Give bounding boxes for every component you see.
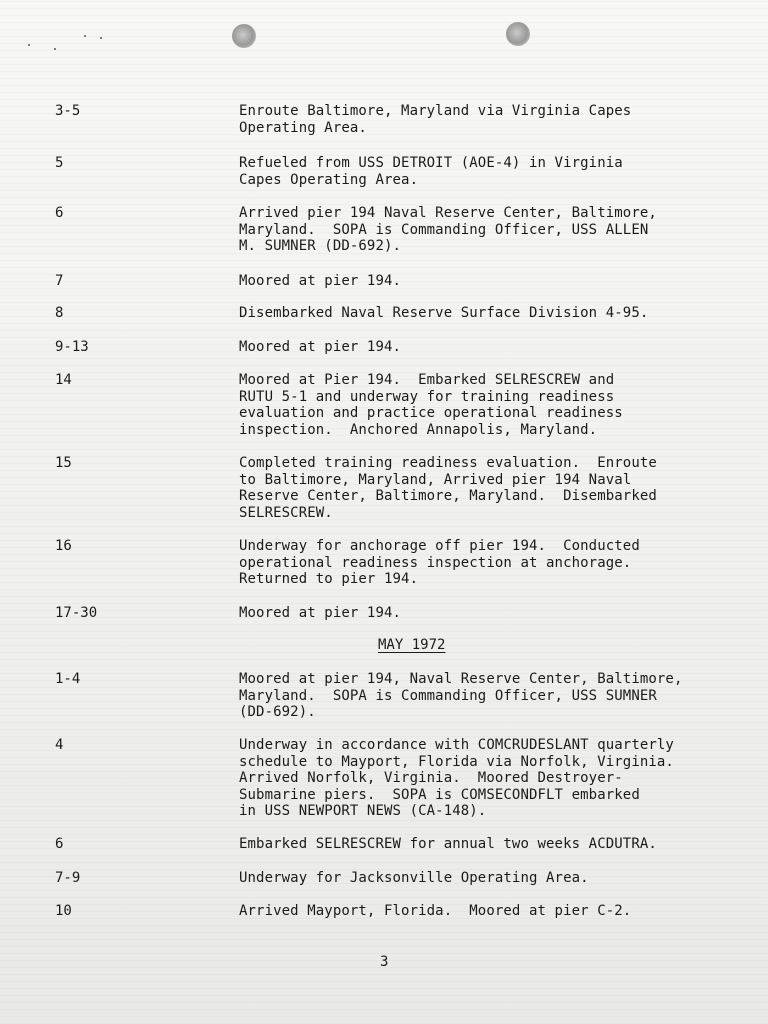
entry-date: 4	[55, 737, 64, 753]
entry-date: 14	[55, 372, 72, 388]
entry-date: 1-4	[55, 671, 81, 687]
entry-text: Underway for Jacksonville Operating Area.	[239, 870, 589, 886]
entry-date: 5	[55, 155, 64, 171]
speck	[28, 44, 30, 46]
entry-text: Moored at pier 194, Naval Reserve Center, Baltimore, Maryland. SOPA is Commanding Officer, USS SUMNER (DD-692).	[239, 671, 683, 720]
entry-text: Completed training readiness evaluation. Enroute to Baltimore, Maryland, Arrived pier 194 Naval Reserve Center, Baltimore, Maryland. Disembarked SELRESCREW.	[239, 455, 657, 521]
punch-hole-right	[506, 22, 530, 46]
speck	[100, 37, 102, 39]
entry-text: Enroute Baltimore, Maryland via Virginia Capes Operating Area.	[239, 103, 632, 136]
entry-date: 6	[55, 205, 64, 221]
entry-text: Embarked SELRESCREW for annual two weeks ACDUTRA.	[239, 836, 657, 852]
entry-text: Disembarked Naval Reserve Surface Division 4-95.	[239, 305, 649, 321]
entry-date: 16	[55, 538, 72, 554]
speck	[54, 48, 56, 50]
entry-text: Moored at Pier 194. Embarked SELRESCREW and RUTU 5-1 and underway for training readiness evaluation and practice operational readiness inspection. Anchored Annapolis, Maryland.	[239, 372, 623, 438]
entry-date: 6	[55, 836, 64, 852]
month-heading: MAY 1972	[378, 637, 446, 653]
entry-date: 15	[55, 455, 72, 471]
entry-date: 9-13	[55, 339, 89, 355]
entry-date: 7	[55, 273, 64, 289]
entry-text: Refueled from USS DETROIT (AOE-4) in Virginia Capes Operating Area.	[239, 155, 623, 188]
entry-text: Underway for anchorage off pier 194. Conducted operational readiness inspection at anchorage. Returned to pier 194.	[239, 538, 640, 587]
entry-text: Underway in accordance with COMCRUDESLANT quarterly schedule to Mayport, Florida via Norfolk, Virginia. Arrived Norfolk, Virginia. Moored Destroyer- Submarine piers. SOPA is COMSECONDFLT embarked in USS NEWPORT NEWS (CA-148).	[239, 737, 674, 819]
entry-text: Moored at pier 194.	[239, 339, 402, 355]
punch-hole-left	[232, 24, 256, 48]
entry-text: Arrived Mayport, Florida. Moored at pier C-2.	[239, 903, 632, 919]
entry-date: 7-9	[55, 870, 81, 886]
entry-date: 17-30	[55, 605, 98, 621]
page-number: 3	[380, 954, 389, 970]
entry-date: 3-5	[55, 103, 81, 119]
entry-date: 8	[55, 305, 64, 321]
entry-date: 10	[55, 903, 72, 919]
entry-text: Moored at pier 194.	[239, 605, 402, 621]
speck	[84, 35, 86, 37]
entry-text: Arrived pier 194 Naval Reserve Center, Baltimore, Maryland. SOPA is Commanding Officer, USS ALLEN M. SUMNER (DD-692).	[239, 205, 657, 254]
entry-text: Moored at pier 194.	[239, 273, 402, 289]
